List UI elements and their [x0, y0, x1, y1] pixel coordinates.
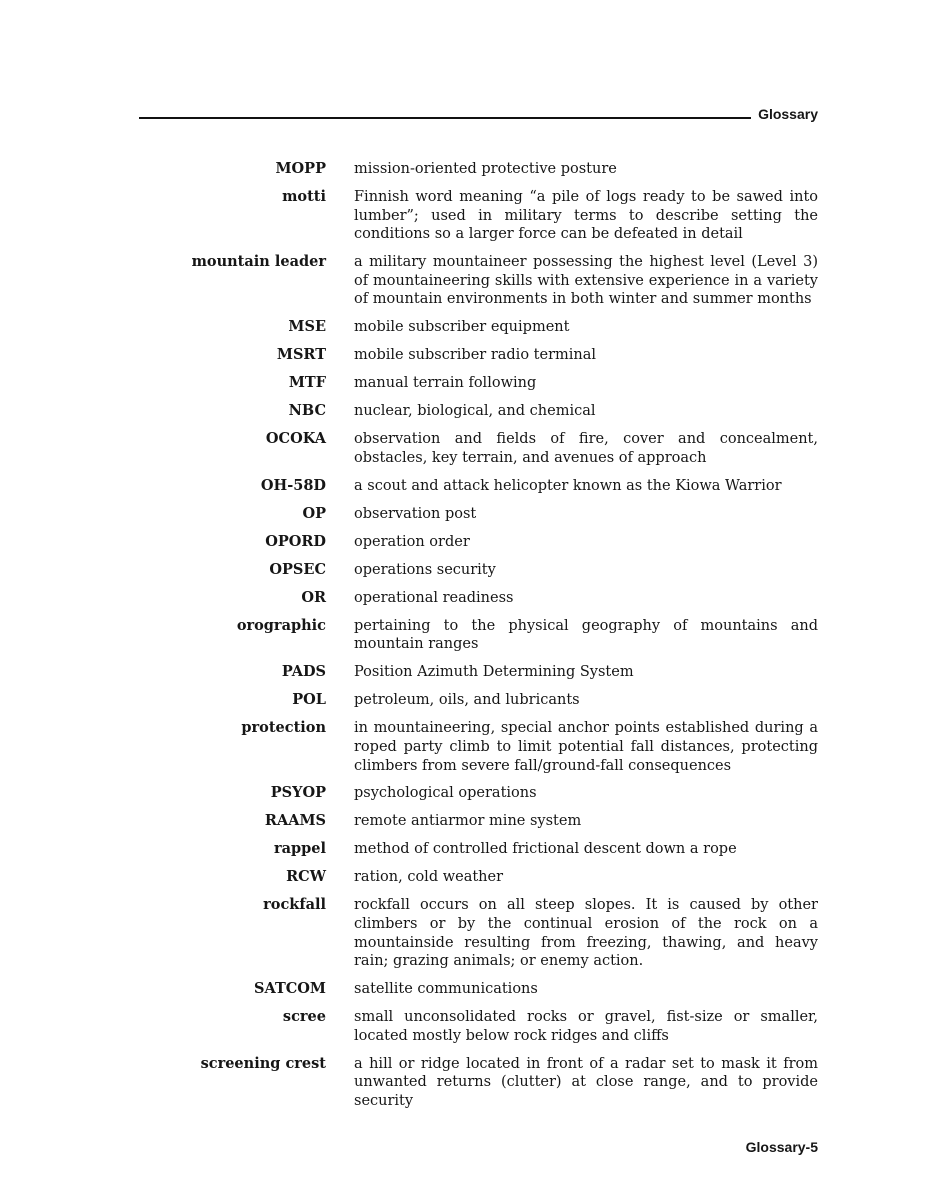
page-footer [746, 1139, 818, 1155]
glossary-definition: petroleum, oils, and lubricants [354, 692, 580, 709]
header-rule [139, 117, 751, 119]
glossary-entry [136, 253, 818, 309]
glossary-term: screening crest [200, 1054, 326, 1072]
glossary-entry [136, 784, 818, 803]
glossary-entry [136, 346, 818, 365]
glossary-entry [136, 896, 818, 970]
glossary-term: OR [301, 588, 326, 606]
glossary-entry [136, 533, 818, 552]
page-header [139, 106, 818, 122]
glossary-entry [136, 188, 818, 244]
glossary-term: protection [241, 719, 326, 737]
glossary-definition: Position Azimuth Determining System [354, 664, 634, 681]
glossary-definition: operational readiness [354, 589, 514, 606]
glossary-definition: ration, cold weather [354, 869, 504, 886]
glossary-definition: in mountaineering, special anchor points established during a roped party climb to limit potential fall distances, protecting climbers from severe fall/ground-fall consequences [354, 720, 818, 774]
glossary-definition: satellite communications [354, 981, 538, 998]
glossary-term: OH-58D [260, 476, 326, 494]
glossary-definition: method of controlled frictional descent down a rope [354, 841, 737, 858]
glossary-definition: a military mountaineer possessing the highest level (Level 3) of mountaineering skills with extensive experience in a variety of mountain environments in both winter and summer months [354, 254, 818, 308]
glossary-entry [136, 430, 818, 467]
glossary-entry [136, 812, 818, 831]
glossary-term: MSE [288, 318, 326, 336]
glossary-term: OPORD [265, 532, 326, 550]
glossary-entry [136, 505, 818, 524]
glossary-definition: Finnish word meaning “a pile of logs ready to be sawed into lumber”; used in military terms to describe setting the conditions so a larger force can be defeated in detail [354, 188, 818, 243]
glossary-term: NBC [288, 402, 326, 420]
glossary-term: PSYOP [270, 784, 326, 802]
glossary-entry [136, 840, 818, 859]
glossary-entry [136, 477, 818, 496]
glossary-term: mountain leader [191, 253, 326, 271]
glossary-entry [136, 1055, 818, 1111]
glossary-term: OPSEC [269, 560, 326, 578]
glossary-entry [136, 374, 818, 393]
glossary-definition: nuclear, biological, and chemical [354, 403, 596, 420]
glossary-definition: small unconsolidated rocks or gravel, fist-size or smaller, located mostly below rock ridges and cliffs [354, 1009, 818, 1044]
glossary-term: rappel [273, 840, 326, 858]
header-title: Glossary [758, 106, 818, 122]
glossary-entry [136, 1008, 818, 1045]
glossary-definition: observation and fields of fire, cover and concealment, obstacles, key terrain, and avenues of approach [354, 431, 818, 466]
glossary-list [136, 160, 818, 1120]
glossary-definition: pertaining to the physical geography of mountains and mountain ranges [354, 617, 818, 653]
glossary-definition: mobile subscriber radio terminal [354, 347, 597, 364]
glossary-term: scree [282, 1008, 326, 1026]
glossary-entry [136, 318, 818, 337]
glossary-definition: mobile subscriber equipment [354, 319, 570, 336]
glossary-entry [136, 691, 818, 710]
glossary-entry [136, 589, 818, 608]
glossary-entry [136, 663, 818, 682]
glossary-term: OP [302, 504, 326, 522]
glossary-term: PADS [281, 663, 326, 681]
glossary-definition: mission-oriented protective posture [354, 161, 617, 177]
glossary-definition: rockfall occurs on all steep slopes. It is caused by other climbers or by the continual erosion of the rock on a mountainside resulting from freezing, thawing, and heavy rain; grazing animals; or enemy action. [354, 897, 818, 970]
glossary-definition: remote antiarmor mine system [354, 813, 582, 830]
glossary-term: POL [292, 691, 326, 709]
glossary-definition: a hill or ridge located in front of a radar set to mask it from unwanted returns (clutter) at close range, and to provide security [354, 1055, 818, 1109]
glossary-term: orographic [236, 616, 326, 634]
glossary-term: MSRT [276, 346, 326, 364]
page-number: Glossary-5 [745, 1139, 818, 1155]
glossary-entry [136, 719, 818, 775]
glossary-term: RCW [286, 868, 326, 886]
glossary-entry [136, 980, 818, 999]
glossary-term: OCOKA [265, 430, 326, 448]
glossary-entry [136, 402, 818, 421]
glossary-definition: a scout and attack helicopter known as the Kiowa Warrior [354, 477, 782, 494]
glossary-entry [136, 868, 818, 887]
glossary-definition: manual terrain following [354, 375, 537, 392]
glossary-definition: operation order [354, 533, 470, 550]
glossary-term: RAAMS [264, 812, 326, 830]
glossary-term: rockfall [263, 896, 326, 914]
glossary-entry [136, 561, 818, 580]
glossary-term: MTF [288, 374, 326, 392]
glossary-term: motti [282, 187, 326, 205]
glossary-entry [136, 617, 818, 654]
glossary-definition: operations security [354, 561, 496, 578]
glossary-term: SATCOM [254, 980, 326, 998]
glossary-definition: psychological operations [354, 785, 537, 802]
glossary-entry [136, 160, 818, 179]
glossary-definition: observation post [354, 505, 477, 522]
glossary-term: MOPP [275, 160, 326, 177]
